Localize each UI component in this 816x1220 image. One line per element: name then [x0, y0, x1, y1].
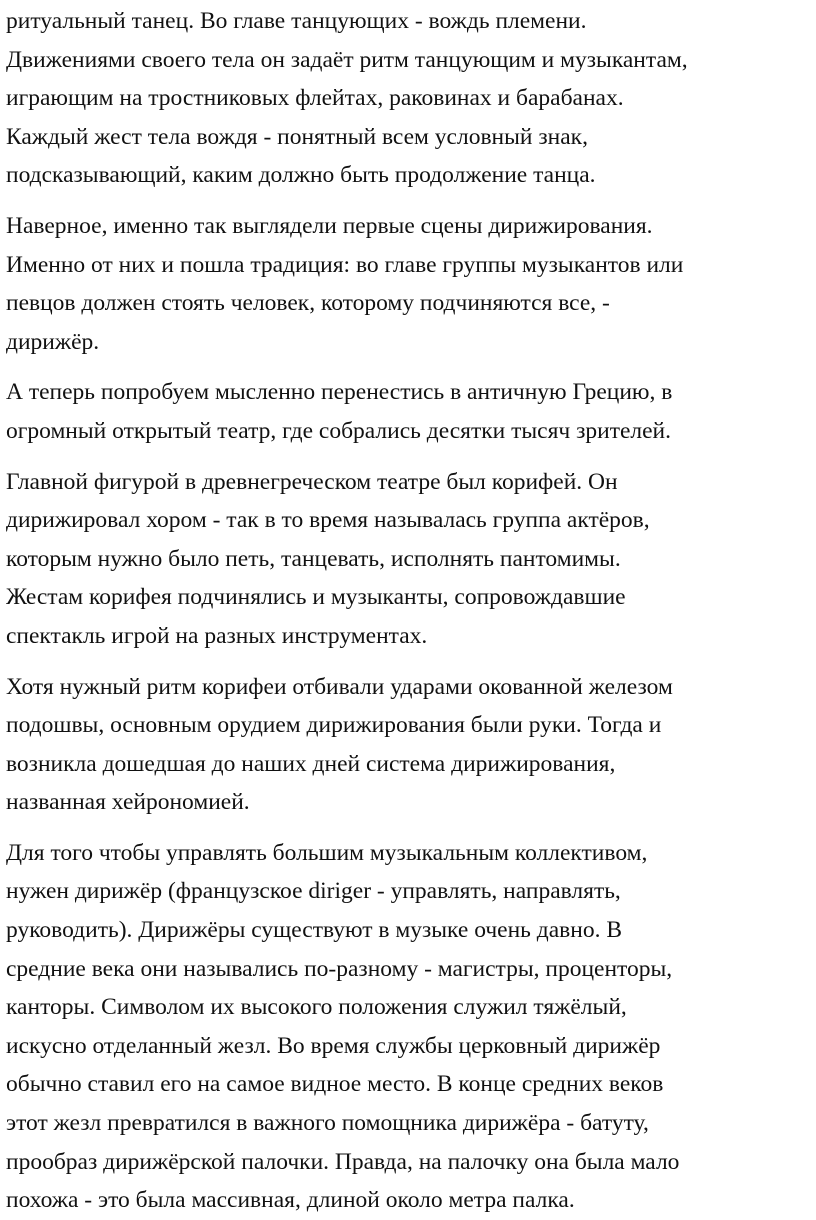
- text-line: А теперь попробуем мысленно перенестись в античную Грецию, в: [6, 379, 673, 406]
- text-line: руководить). Дирижёры существуют в музыке очень давно. В: [6, 917, 622, 944]
- text-line: нужен дирижёр (французское diriger - управлять, направлять,: [6, 878, 621, 905]
- text-line: Жестам корифея подчинялись и музыканты, сопровождавшие: [6, 584, 626, 611]
- text-line: Каждый жест тела вождя - понятный всем условный знак,: [6, 123, 588, 150]
- text-line: дирижёр.: [6, 328, 100, 355]
- text-line: подсказывающий, каким должно быть продолжение танца.: [6, 162, 596, 189]
- paragraph-cheironomy: [6, 668, 808, 822]
- text-line: дирижировал хором - так в то время называлась группа актёров,: [6, 507, 650, 534]
- text-line: этот жезл превратился в важного помощника дирижёра - батуту,: [6, 1110, 649, 1137]
- text-line: подошвы, основным орудием дирижирования были руки. Тогда и: [6, 712, 662, 739]
- text-line: Движениями своего тела он задаёт ритм танцующим и музыкантам,: [6, 46, 688, 73]
- text-line: средние века они назывались по-разному - магистры, проценторы,: [6, 955, 673, 982]
- text-line: прообраз дирижёрской палочки. Правда, на палочку она была мало: [6, 1148, 680, 1175]
- text-line: возникла дошедшая до наших дней система дирижирования,: [6, 750, 616, 777]
- text-line: обычно ставил его на самое видное место. В конце средних веков: [6, 1071, 664, 1098]
- text-line: играющим на тростниковых флейтах, раковинах и барабанах.: [6, 85, 624, 112]
- paragraph-ancient-greece: [6, 373, 808, 450]
- text-line: Наверное, именно так выглядели первые сцены дирижирования.: [6, 212, 653, 239]
- text-line: певцов должен стоять человек, которому подчиняются все, -: [6, 290, 610, 317]
- paragraph-ritual-dance: [6, 2, 808, 195]
- text-line: названная хейрономией.: [6, 789, 250, 816]
- paragraph-coryphaeus: [6, 463, 808, 656]
- paragraph-conductor-baton: [6, 834, 808, 1220]
- text-line: которым нужно было петь, танцевать, исполнять пантомимы.: [6, 545, 621, 572]
- text-line: Именно от них и пошла традиция: во главе группы музыкантов или: [6, 251, 684, 278]
- text-line: огромный открытый театр, где собрались десятки тысяч зрителей.: [6, 417, 672, 444]
- text-line: Хотя нужный ритм корифеи отбивали ударами окованной железом: [6, 673, 673, 700]
- text-line: канторы. Символом их высокого положения служил тяжёлый,: [6, 994, 627, 1021]
- text-line: Для того чтобы управлять большим музыкальным коллективом,: [6, 839, 648, 866]
- text-line: ритуальный танец. Во главе танцующих - вождь племени.: [6, 8, 587, 34]
- text-line: спектакль игрой на разных инструментах.: [6, 622, 428, 649]
- text-line: искусно отделанный жезл. Во время службы церковный дирижёр: [6, 1032, 661, 1059]
- text-line: похожа - это была массивная, длиной около метра палка.: [6, 1187, 575, 1214]
- text-line: Главной фигурой в древнегреческом театре был корифей. Он: [6, 468, 618, 495]
- paragraph-first-conducting: [6, 207, 808, 361]
